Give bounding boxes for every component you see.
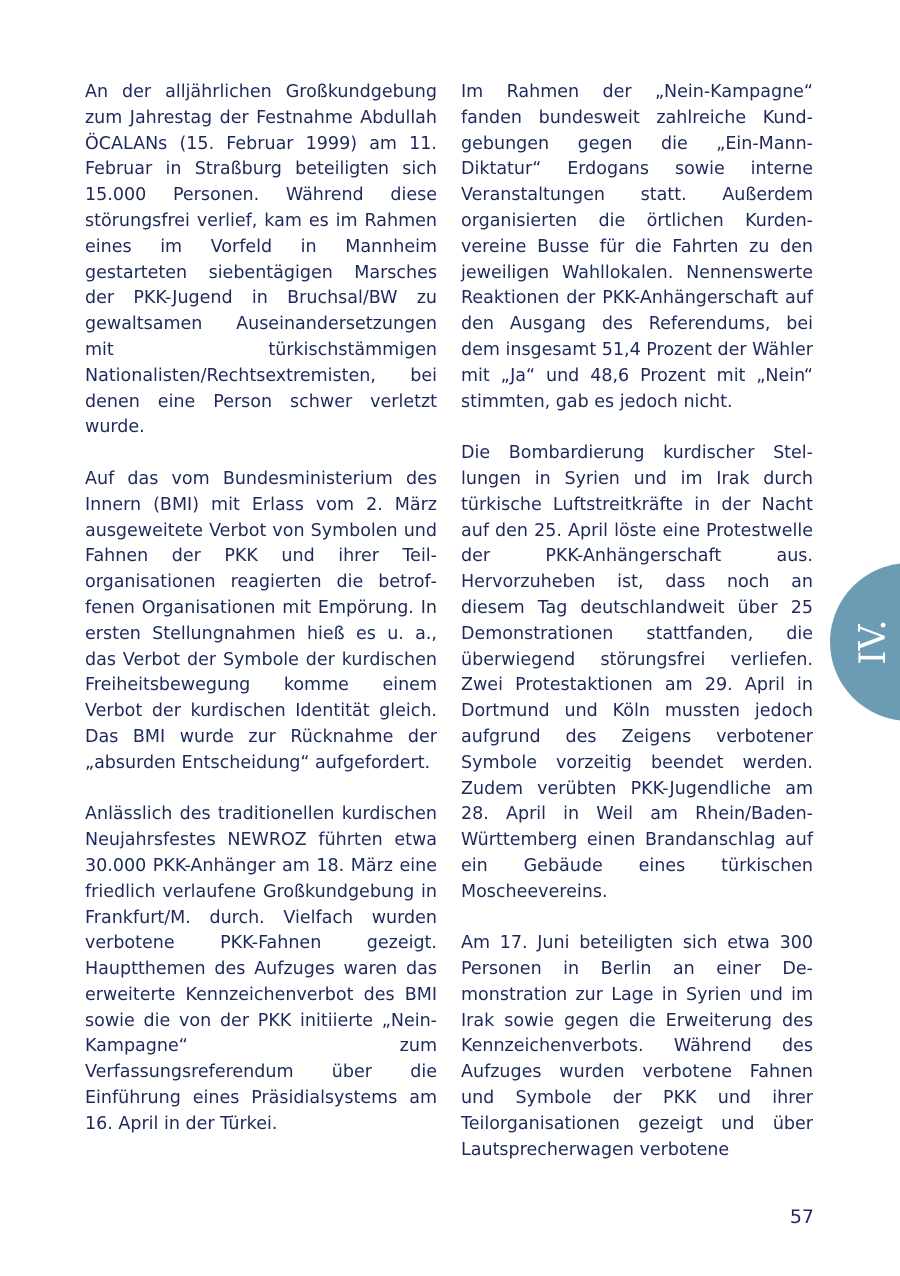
paragraph: Anlässlich des traditionellen kurdischen Neujahrsfestes NEWROZ führten etwa 30.000 PKK-Anhänger am 18. März eine friedlich verlaufene Großkundgebung in Frankfurt/M. durch. Vielfach wurden verbotene PKK-Fahnen gezeigt. Hauptthemen des Aufzuges waren das erweiterte Kennzeichenverbot des BMI sowie die von der PKK initiierte „Nein-Kampagne“ zum Verfassungsreferendum über die Einführung eines Präsidialsystems am 16. April in der Türkei. <box>85 804 437 1134</box>
paragraph: An der alljährlichen Großkundgebung zum Jahrestag der Festnahme Abdullah ÖCALANs (15. Februar 1999) am 11. Februar in Straßburg beteiligten sich 15.000 Personen. Während diese störungsfrei verlief, kam es im Rahmen eines im Vorfeld in Mannheim gestarteten siebentägigen Marsches der PKK-Jugend in Bruchsal/BW zu gewaltsamen Auseinandersetzungen mit türkischstämmigen Nationalisten/Rechtsextremisten, bei denen eine Person schwer verletzt wurde. <box>85 82 437 438</box>
paragraph: Am 17. Juni beteiligten sich etwa 300 Personen in Berlin an einer Demonstration zur Lage in Syrien und im Irak sowie gegen die Erweiterung des Kennzeichenverbots. Während des Aufzuges wurden verbotene Fahnen und Symbole der PKK und ihrer Teilorganisationen gezeigt und über Lautsprecherwagen verbotene <box>461 933 813 1160</box>
page-number: 57 <box>789 1206 814 1228</box>
paragraph: Auf das vom Bundesministerium des Innern (BMI) mit Erlass vom 2. März ausgeweitete Verbot von Symbolen und Fahnen der PKK und ihrer Teilorganisationen reagierten die betroffenen Organisationen mit Empörung. In ersten Stellungnahmen hieß es u. a., das Verbot der Symbole der kurdischen Freiheitsbewegung komme einem Verbot der kurdischen Identität gleich. Das BMI wurde zur Rücknahme der „absurden Entscheidung“ aufgefordert. <box>85 468 437 773</box>
paragraph: Im Rahmen der „Nein-Kampagne“ fanden bundesweit zahlreiche Kundgebungen gegen die „Ein-Mann-Diktatur“ Erdogans sowie interne Veranstaltungen statt. Außerdem organisierten die örtlichen Kurdenvereine Busse für die Fahrten zu den jeweiligen Wahllokalen. Nennenswerte Reaktionen der PKK-Anhängerschaft auf den Ausgang des Referendums, bei dem insgesamt 51,4 Prozent der Wähler mit „Ja“ und 48,6 Prozent mit „Nein“ stimmten, gab es jedoch nicht. <box>461 82 813 412</box>
left-column <box>85 80 437 1163</box>
right-column <box>461 80 813 1189</box>
chapter-tab-label: IV. <box>853 619 894 665</box>
chapter-tab <box>830 563 900 721</box>
paragraph: Die Bombardierung kurdischer Stellungen in Syrien und im Irak durch türkische Luftstreitkräfte in der Nacht auf den 25. April löste eine Protestwelle der PKK-Anhängerschaft aus. Hervorzuheben ist, dass noch an diesem Tag deutschlandweit über 25 Demonstrationen stattfanden, die überwiegend störungsfrei verliefen. Zwei Protestaktionen am 29. April in Dortmund und Köln mussten jedoch aufgrund des Zeigens verbotener Symbole vorzeitig beendet werden. Zudem verübten PKK-Jugendliche am 28. April in Weil am Rhein/Baden-Württemberg einen Brandanschlag auf ein Gebäude eines türkischen Moscheevereins. <box>461 443 813 902</box>
